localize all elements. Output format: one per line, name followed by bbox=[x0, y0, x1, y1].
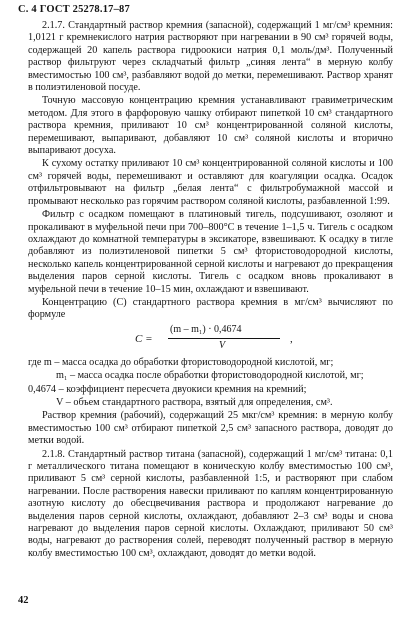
formula-lhs: C = bbox=[135, 332, 153, 345]
formula-numerator: (m – m₁) · 0,4674 bbox=[170, 323, 242, 335]
paragraph-concentration: Концентрацию (С) стандартного раствора кремния в мг/см³ вычисляют по формуле bbox=[28, 296, 393, 321]
page-header: С. 4 ГОСТ 25278.17–87 bbox=[18, 4, 130, 15]
document-body bbox=[28, 20, 393, 561]
paragraph-working-solution: Раствор кремния (рабочий), содержащий 25 мкг/см³ кремния: в мерную колбу вместимостью 100 см³ отбирают пипеткой 2,5 см³ запасного раствора, доводят до метки водой. bbox=[28, 410, 393, 447]
formula-definitions bbox=[28, 357, 393, 410]
concentration-formula bbox=[28, 324, 393, 354]
definition-m: где m – масса осадка до обработки фтористоводородной кислотой, мг; bbox=[28, 356, 334, 368]
formula-denominator: V bbox=[219, 339, 226, 351]
paragraph-dry-residue: К сухому остатку приливают 10 см³ концентрированной соляной кислоты и 100 см³ горячей воды, перемешивают и оставляют для коагуляции осадка. Осадок отфильтровывают на фильтр „белая лента“ с фильтробумажной массой и промывают несколько раз горячим раствором соляной кислоты, разбавленной 1:99. bbox=[28, 158, 393, 207]
paragraph-filter-crucible: Фильтр с осадком помещают в платиновый тигель, подсушивают, озоляют и прокаливают в муфельной печи при 700–800°С в течение 1–1,5 ч. Тигель с осадком охлаждают до комнатной температуры в эксикаторе, взвешивают. К осадку в тигле добавляют из полиэтиленовой пипетки 5 см³ фтористоводородной кислоты, несколько капель концентрированной серной кислоты и нагревают до прекращения выделения паров серной кислоты. Тигель с осадком вновь прокаливают в муфельной печи в течение 10–15 мин, охлаждают и взвешивают. bbox=[28, 209, 393, 295]
paragraph-silicon-stock: 2.1.7. Стандартный раствор кремния (запасной), содержащий 1 мг/см³ кремния: 1,0121 г кремнекислого натрия растворяют при нагревании в 90 см³ горячей воды, содержащей 20 капель раствора гидроокиси натрия 0,1 моль/дм³. Полученный раствор фильтруют через складчатый фильтр „синяя лента“ в мерную колбу вместимостью 100 см³, разбавляют водой до метки, перемешивают. Раствор хранят в полиэтиленовой посуде. bbox=[28, 20, 393, 94]
paragraph-titanium-stock: 2.1.8. Стандартный раствор титана (запасной), содержащий 1 мг/см³ титана: 0,1 г металлического титана помещают в коническую колбу вместимостью 100 см³, приливают 5 см³ серной кислоты, разбавленной 1:5, и растворяют при слабом нагревании. После растворения навески приливают по каплям концентрированную азотную кислоту до обесцвечивания раствора и продолжают нагревание до выделения паров серной кислоты, охлаждают, добавляют 2–3 см³ воды и снова нагревают до выделения паров серной кислоты. Охлаждают, приливают 50 см³ воды, нагревают до растворения солей, переводят полученный раствор в мерную колбу вместимостью 100 см³, охлаждают, доводят до метки водой. bbox=[28, 448, 393, 559]
definition-coefficient: 0,4674 – коэффициент пересчета двуокиси кремния на кремний; bbox=[28, 383, 307, 395]
page-number: 42 bbox=[18, 595, 29, 606]
formula-fraction-bar bbox=[168, 338, 280, 339]
definition-v: V – объем стандартного раствора, взятый для определения, см³. bbox=[56, 396, 333, 408]
paragraph-gravimetric: Точную массовую концентрацию кремния устанавливают гравиметрическим методом. Для этого в фарфоровую чашку отбирают пипеткой 10 см³ стандартного раствора кремния, приливают 10 см³ концентрированной соляной кислоты, перемешивают, выпаривают, добавляют 10 см³ соляной кислоты и вторично выпаривают досуха. bbox=[28, 95, 393, 157]
definition-m1: m₁ – масса осадка после обработки фтористоводородной кислотой, мг; bbox=[56, 370, 364, 382]
formula-trail: , bbox=[290, 332, 293, 345]
